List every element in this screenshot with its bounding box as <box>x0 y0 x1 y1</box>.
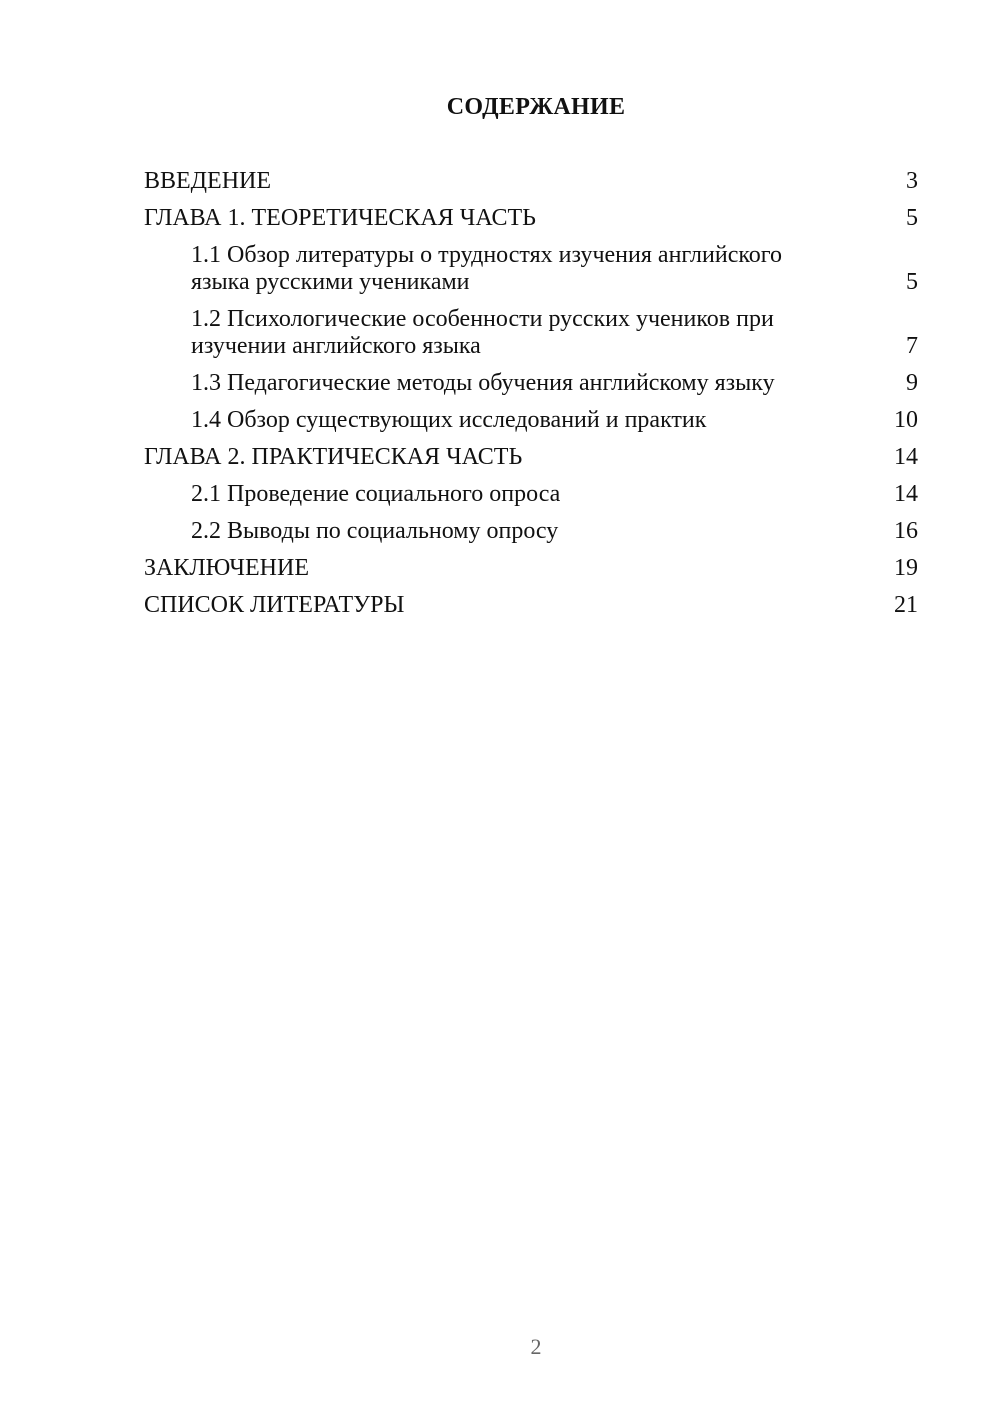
toc-entry-label: 1.2 Психологические особенности русских учеников при изучении английского языка <box>191 306 774 359</box>
table-of-contents <box>144 168 918 629</box>
toc-entry-label: ГЛАВА 1. ТЕОРЕТИЧЕСКАЯ ЧАСТЬ <box>144 205 536 231</box>
page-number: 2 <box>530 1334 542 1359</box>
toc-entry-label: СПИСОК ЛИТЕРАТУРЫ <box>144 592 405 618</box>
toc-entry-label: 1.1 Обзор литературы о трудностях изучения английского языка русскими учениками <box>191 242 783 295</box>
toc-entry-references[interactable] <box>144 592 918 619</box>
toc-entry-page: 10 <box>894 407 918 433</box>
toc-entry-label: 2.2 Выводы по социальному опросу <box>191 518 559 544</box>
toc-entry-page: 16 <box>894 518 918 544</box>
toc-entry-chapter-2[interactable] <box>144 444 918 471</box>
toc-entry-label: ГЛАВА 2. ПРАКТИЧЕСКАЯ ЧАСТЬ <box>144 444 523 470</box>
toc-entry-section-2-1[interactable] <box>144 481 918 508</box>
toc-entry-page: 14 <box>894 444 918 470</box>
toc-entry-section-1-4[interactable] <box>144 407 918 434</box>
toc-entry-section-2-2[interactable] <box>144 518 918 545</box>
toc-entry-page: 5 <box>906 205 918 231</box>
toc-entry-page: 14 <box>894 481 918 507</box>
toc-entry-label: 1.3 Педагогические методы обучения английскому языку <box>191 370 775 396</box>
toc-entry-page: 5 <box>906 269 918 295</box>
toc-entry-page: 7 <box>906 333 918 359</box>
toc-entry-label: ВВЕДЕНИЕ <box>144 168 272 194</box>
toc-entry-page: 19 <box>894 555 918 581</box>
toc-entry-conclusion[interactable] <box>144 555 918 582</box>
toc-entry-page: 3 <box>906 168 918 194</box>
toc-entry-introduction[interactable] <box>144 168 918 195</box>
toc-entry-label: ЗАКЛЮЧЕНИЕ <box>144 555 309 581</box>
toc-entry-section-1-3[interactable] <box>144 370 918 397</box>
toc-entry-chapter-1[interactable] <box>144 205 918 232</box>
toc-entry-section-1-2[interactable] <box>144 306 918 360</box>
toc-entry-page: 9 <box>906 370 918 396</box>
toc-title: СОДЕРЖАНИЕ <box>446 94 626 120</box>
toc-entry-page: 21 <box>894 592 918 618</box>
toc-entry-label: 1.4 Обзор существующих исследований и практик <box>191 407 707 433</box>
toc-entry-section-1-1[interactable] <box>144 242 918 296</box>
toc-entry-label: 2.1 Проведение социального опроса <box>191 481 561 507</box>
